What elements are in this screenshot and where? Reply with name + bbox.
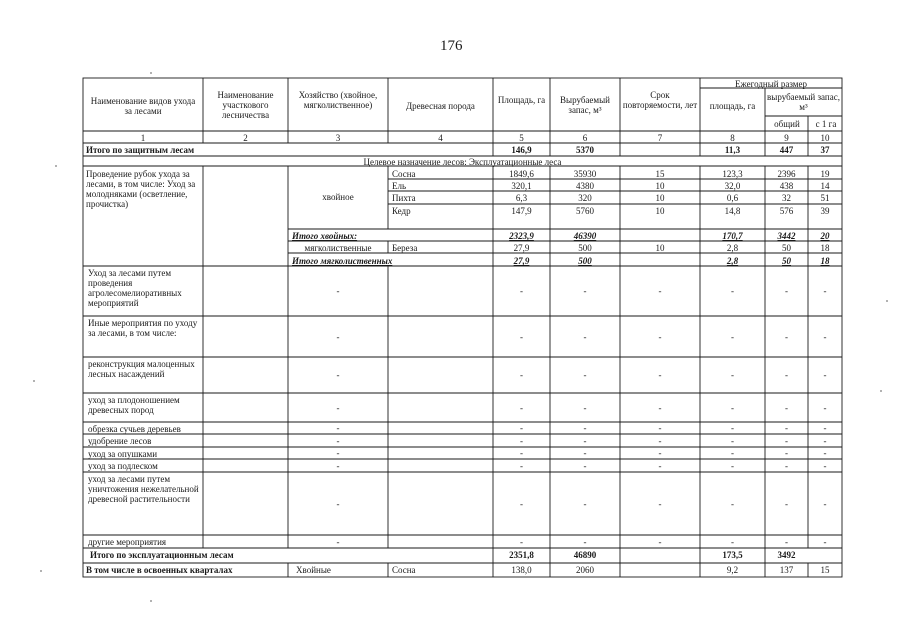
exploitation-total-area: 2351,8: [509, 550, 534, 560]
thinning-label: Проведение рубок ухода за лесами, в том числе: Уход за молодняками (осветление, прочистка): [86, 169, 196, 209]
col-number-5: 5: [519, 133, 524, 143]
activity-dash: -: [520, 461, 523, 471]
header-col2: Наименование участкового лесничества: [217, 90, 274, 120]
conifer-row-area: 6,3: [515, 193, 528, 203]
activity-dash: -: [658, 370, 662, 380]
protective-total-label: Итого по защитным лесам: [86, 145, 195, 155]
activity-dash: -: [658, 499, 662, 509]
conifer-row-period: 15: [655, 169, 665, 179]
activity-dash: -: [823, 499, 827, 509]
deciduous-label: мягколиственные: [304, 243, 372, 253]
conifer-row-annual-per-ha: 19: [820, 169, 830, 179]
conifer-row-stock: 4380: [576, 181, 594, 191]
conifer-row-annual-area: 123,3: [722, 169, 743, 179]
conifer-row-area: 147,9: [511, 206, 532, 216]
activity-dash: -: [583, 370, 587, 380]
conifer-row-annual-per-ha: 14: [820, 181, 830, 191]
scan-speck: [55, 165, 57, 167]
activity-dash: -: [336, 436, 340, 446]
col-number-6: 6: [582, 133, 588, 143]
activity-dash: -: [583, 286, 587, 296]
activity-dash: -: [785, 448, 788, 458]
protective-total-annual-area: 11,3: [724, 145, 741, 155]
activity-dash: -: [520, 403, 523, 413]
conifer-total-label: Итого хвойных:: [292, 231, 358, 241]
activity-label: удобрение лесов: [88, 436, 152, 446]
header-col5: Площадь, га: [497, 95, 546, 105]
conifer-row-stock: 320: [578, 193, 592, 203]
scan-speck: [150, 72, 152, 74]
col-number-3: 3: [335, 133, 341, 143]
activity-dash: -: [658, 403, 662, 413]
exploitation-total-label: Итого по эксплуатационным лесам: [90, 550, 234, 560]
deciduous-annual-total: 50: [782, 243, 791, 253]
activity-dash: -: [520, 499, 523, 509]
activity-dash: -: [731, 436, 734, 446]
conifer-total-annual-total: 3442: [777, 231, 796, 241]
activity-dash: -: [520, 436, 523, 446]
deciduous-species: Береза: [392, 243, 418, 253]
activity-dash: -: [823, 461, 827, 471]
conifer-row-annual-area: 0,6: [726, 193, 739, 203]
conifer-row-period: 10: [655, 181, 665, 191]
activity-label: уход за опушками: [88, 449, 158, 459]
activity-label: Уход за лесами путем проведения агролесомелиоративных мероприятий: [88, 268, 182, 308]
activity-dash: -: [658, 436, 662, 446]
activity-dash: -: [823, 448, 827, 458]
activity-dash: -: [785, 537, 788, 547]
activity-dash: -: [583, 461, 587, 471]
deciduous-total-area: 27,9: [513, 256, 530, 266]
conifer-row-period: 10: [655, 206, 665, 216]
activity-dash: -: [336, 448, 340, 458]
col-number-9: 9: [784, 133, 789, 143]
activity-dash: -: [785, 332, 788, 342]
activity-dash: -: [731, 403, 734, 413]
section-title: Целевое назначение лесов: Эксплуатационные леса: [363, 157, 562, 167]
activity-label: уход за подлеском: [88, 461, 158, 471]
conifer-row-annual-per-ha: 51: [820, 193, 830, 203]
col-number-1: 1: [140, 133, 146, 143]
activity-label: уход за лесами путем уничтожения нежелательной древесной растительности: [88, 474, 199, 504]
col-number-8: 8: [730, 133, 735, 143]
activity-dash: -: [336, 537, 340, 547]
activity-dash: -: [658, 423, 662, 433]
header-col6: Вырубаемый запас, м³: [560, 95, 610, 115]
deciduous-period: 10: [655, 243, 665, 253]
scan-speck: [150, 600, 152, 602]
deciduous-total-stock: 500: [578, 256, 592, 266]
col-number-2: 2: [243, 133, 248, 143]
conifer-row-stock: 35930: [573, 169, 597, 179]
deciduous-area: 27,9: [513, 243, 530, 253]
conifer-total-stock: 46390: [573, 231, 597, 241]
activity-label: другие мероприятия: [88, 537, 167, 547]
activity-dash: -: [823, 423, 827, 433]
activity-dash: -: [658, 537, 662, 547]
activity-dash: -: [336, 286, 340, 296]
activity-dash: -: [823, 537, 827, 547]
activity-dash: -: [658, 286, 662, 296]
developed-farm: Хвойные: [296, 565, 331, 575]
col-number-7: 7: [657, 133, 663, 143]
col-number-4: 4: [438, 133, 443, 143]
activity-dash: -: [583, 499, 587, 509]
activity-dash: -: [658, 461, 662, 471]
developed-stock: 2060: [576, 565, 594, 575]
activity-label: Иные мероприятия по уходу за лесами, в том числе:: [88, 318, 198, 338]
activity-dash: -: [731, 332, 734, 342]
exploitation-total-annual-area: 173,5: [722, 550, 743, 560]
developed-species: Сосна: [392, 565, 416, 575]
activity-dash: -: [785, 286, 788, 296]
page-number: 176: [440, 38, 463, 54]
activity-label: уход за плодоношением древесных пород: [88, 395, 180, 415]
deciduous-total-annual-per-ha: 18: [820, 256, 830, 266]
activity-dash: -: [731, 286, 734, 296]
activity-dash: -: [785, 423, 788, 433]
conifer-row-species: Кедр: [392, 206, 411, 216]
protective-total-annual-total: 447: [779, 145, 794, 155]
deciduous-total-annual-total: 50: [782, 256, 791, 266]
deciduous-total-label: Итого мягколиственных: [292, 256, 393, 266]
activity-dash: -: [823, 286, 827, 296]
header-col9: общий: [774, 119, 800, 129]
deciduous-annual-area: 2,8: [726, 243, 739, 253]
developed-annual-per-ha: 15: [820, 565, 830, 575]
activity-label: реконструкция малоценных лесных насаждений: [88, 359, 195, 379]
conifer-row-species: Пихта: [392, 193, 416, 203]
header-col1: Наименование видов ухода за лесами: [90, 96, 196, 116]
header-col4: Древесная порода: [406, 101, 475, 111]
conifer-row-annual-total: 438: [779, 181, 794, 191]
conifer-row-annual-area: 32,0: [724, 181, 741, 191]
activity-dash: -: [785, 436, 788, 446]
activity-dash: -: [823, 370, 827, 380]
activity-dash: -: [520, 537, 523, 547]
activity-dash: -: [336, 370, 340, 380]
activity-dash: -: [823, 332, 827, 342]
conifer-row-area: 1849,6: [509, 169, 534, 179]
exploitation-total-annual-total: 3492: [777, 550, 796, 560]
developed-annual-area: 9,2: [726, 565, 739, 575]
activity-label: обрезка сучьев деревьев: [88, 424, 181, 434]
conifer-row-annual-area: 14,8: [724, 206, 741, 216]
conifer-total-annual-area: 170,7: [722, 231, 743, 241]
conifer-row-stock: 5760: [576, 206, 594, 216]
activity-dash: -: [731, 448, 734, 458]
activity-dash: -: [658, 448, 662, 458]
activity-dash: -: [583, 537, 587, 547]
activity-dash: -: [785, 461, 788, 471]
activity-dash: -: [583, 436, 587, 446]
activity-dash: -: [336, 461, 340, 471]
activity-dash: -: [823, 436, 827, 446]
conifer-total-area: 2323,9: [509, 231, 534, 241]
activity-dash: -: [658, 332, 662, 342]
activity-dash: -: [785, 499, 788, 509]
exploitation-total-stock: 46890: [573, 550, 597, 560]
header-col9-10: вырубаемый запас, м³: [767, 92, 840, 112]
conifer-row-annual-per-ha: 39: [820, 206, 830, 216]
protective-total-stock: 5370: [576, 145, 594, 155]
activity-dash: -: [583, 423, 587, 433]
activity-dash: -: [731, 370, 734, 380]
activity-dash: -: [731, 423, 734, 433]
activity-dash: -: [731, 499, 734, 509]
activity-dash: -: [583, 332, 587, 342]
activity-dash: -: [583, 403, 587, 413]
developed-annual-total: 137: [779, 565, 794, 575]
deciduous-total-annual-area: 2,8: [726, 256, 739, 266]
conifer-row-species: Ель: [392, 181, 407, 191]
protective-total-annual-per-ha: 37: [820, 145, 830, 155]
conifer-row-species: Сосна: [392, 169, 416, 179]
activity-dash: -: [520, 423, 523, 433]
conifer-label: хвойное: [322, 192, 354, 202]
activity-dash: -: [785, 370, 788, 380]
conifer-row-annual-total: 32: [782, 193, 791, 203]
developed-area: 138,0: [511, 565, 532, 575]
activity-dash: -: [731, 461, 734, 471]
activity-dash: -: [336, 499, 340, 509]
deciduous-stock: 500: [578, 243, 592, 253]
conifer-row-annual-total: 2396: [777, 169, 796, 179]
scan-speck: [886, 300, 888, 302]
developed-label: В том числе в освоенных кварталах: [86, 565, 233, 575]
activity-dash: -: [823, 403, 827, 413]
activity-dash: -: [520, 370, 523, 380]
scan-speck: [33, 380, 35, 382]
activity-dash: -: [785, 403, 788, 413]
header-col3: Хозяйство (хвойное, мягколиственное): [298, 90, 378, 110]
header-col10: с 1 га: [815, 119, 837, 129]
scan-speck: [880, 390, 882, 392]
conifer-row-period: 10: [655, 193, 665, 203]
activity-dash: -: [731, 537, 734, 547]
deciduous-annual-per-ha: 18: [820, 243, 830, 253]
activity-dash: -: [520, 448, 523, 458]
activity-dash: -: [336, 423, 340, 433]
conifer-total-annual-per-ha: 20: [820, 231, 830, 241]
activity-dash: -: [520, 286, 523, 296]
protective-total-area: 146,9: [511, 145, 532, 155]
col-number-10: 10: [820, 133, 830, 143]
activity-dash: -: [583, 448, 587, 458]
activity-dash: -: [336, 332, 340, 342]
activity-dash: -: [336, 403, 340, 413]
conifer-row-area: 320,1: [511, 181, 532, 191]
conifer-row-annual-total: 576: [779, 206, 794, 216]
header-col7: Срок повторяемости, лет: [622, 90, 698, 110]
scan-speck: [40, 570, 42, 572]
header-col8: площадь, га: [709, 101, 756, 111]
header-annual: Ежегодный размер: [735, 79, 807, 89]
activity-dash: -: [520, 332, 523, 342]
